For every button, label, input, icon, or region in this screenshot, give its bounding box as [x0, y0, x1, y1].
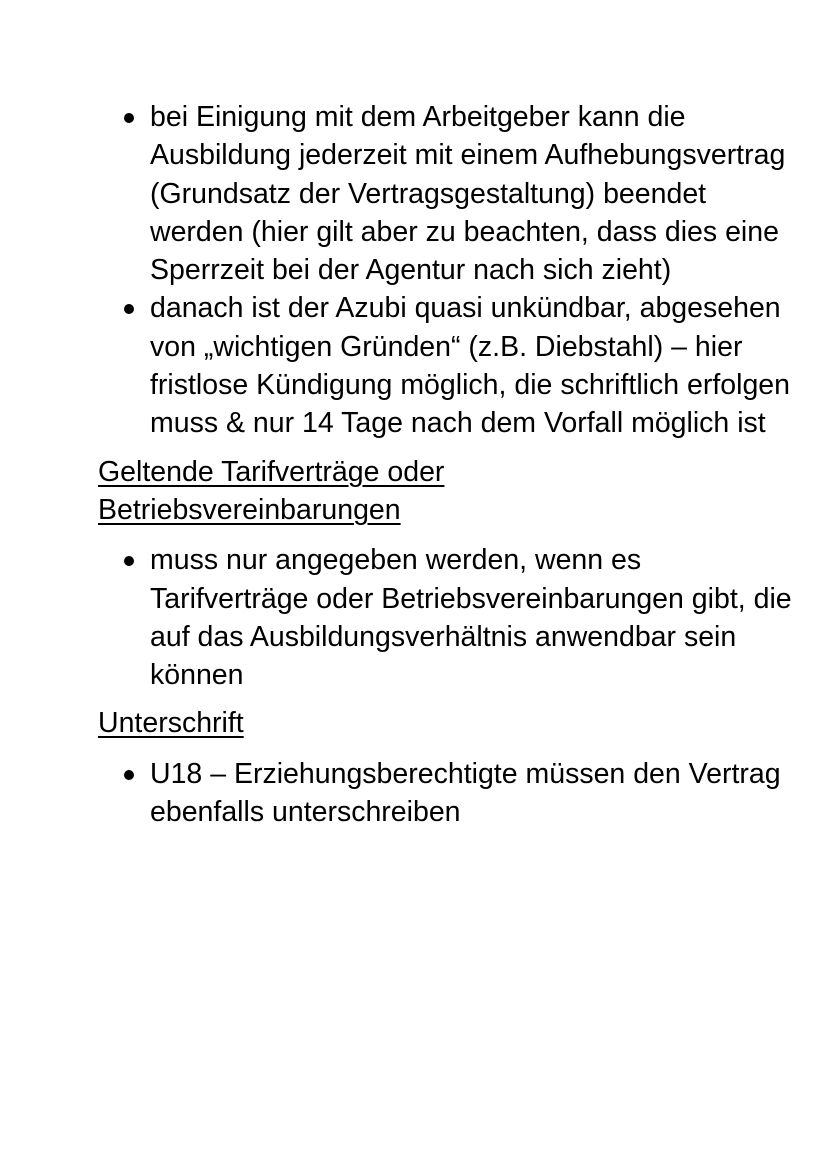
- list-item: [98, 98, 798, 289]
- bullet-dot-icon: [124, 556, 134, 566]
- list-item-text: muss nur angegeben werden, wenn es Tarifverträge oder Betriebsvereinbarungen gibt, die auf das Ausbildungsverhältnis anwendbar sein können: [150, 544, 792, 692]
- section-heading-tarifvertraege: Geltende Tarifverträge oder Betriebsvereinbarungen: [98, 455, 445, 526]
- bullet-dot-icon: [124, 113, 134, 123]
- bullet-dot-icon: [124, 304, 134, 314]
- document-page: [98, 98, 798, 831]
- list-item-text: danach ist der Azubi quasi unkündbar, abgesehen von „wichtigen Gründen“ (z.B. Diebstahl) – hier fristlose Kündigung möglich, die schriftlich erfolgen muss & nur 14 Tage nach dem Vorfall möglich ist: [150, 292, 790, 440]
- bullet-list-termination: [98, 98, 798, 443]
- bullet-list-unterschrift: [98, 755, 798, 832]
- section-heading-unterschrift: Unterschrift: [98, 707, 244, 740]
- list-item: [98, 289, 798, 442]
- bullet-dot-icon: [124, 770, 134, 780]
- list-item-text: U18 – Erziehungsberechtigte müssen den Vertrag ebenfalls unterschreiben: [150, 757, 781, 829]
- bullet-list-tarif: [98, 541, 798, 694]
- list-item: [98, 755, 798, 832]
- list-item-text: bei Einigung mit dem Arbeitgeber kann die Ausbildung jederzeit mit einem Aufhebungsvertrag (Grundsatz der Vertragsgestaltung) beendet werden (hier gilt aber zu beachten, dass dies eine Sperrzeit bei der Agentur nach sich zieht): [150, 101, 786, 287]
- list-item: [98, 541, 798, 694]
